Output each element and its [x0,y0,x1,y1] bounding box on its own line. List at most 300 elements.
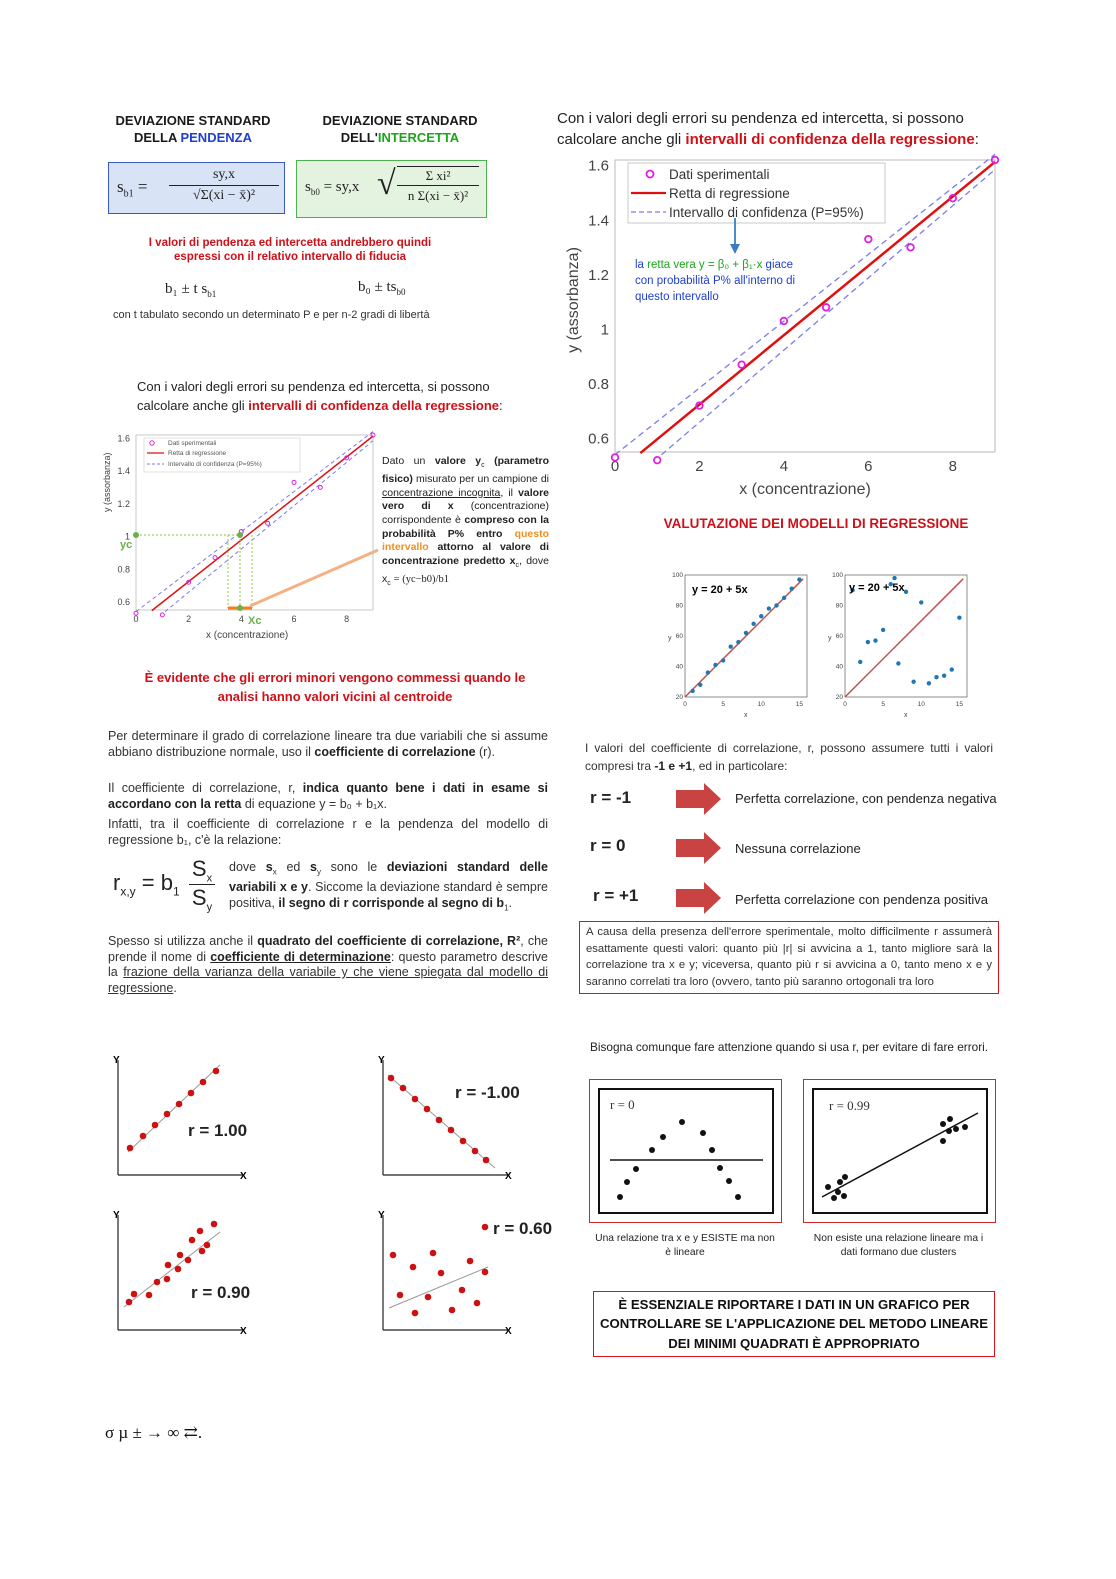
point [842,1174,848,1180]
formula-symbol: r [113,870,121,895]
formula-subscript: x,y [120,884,136,899]
point [425,1294,432,1301]
panel-r-090 [113,1210,250,1337]
x-axis-label: x [904,712,908,719]
text: . [173,980,177,995]
point [140,1133,147,1140]
fiducia-note [120,236,460,264]
x-tick-label: 0 [683,701,687,708]
data-point [744,631,748,635]
point [199,1248,206,1255]
ci-text-left [137,377,557,415]
point [459,1287,466,1294]
formula-numerator: sy,x [169,167,279,186]
data-point [751,622,755,626]
data-point [654,457,661,464]
legend-label: Dati sperimentali [168,440,217,447]
r2-paragraph [108,934,548,996]
header-line: DELLA [134,130,181,145]
y-tick-label: 1.2 [117,498,130,509]
axis-label: Y [378,1210,385,1221]
point [660,1134,666,1140]
point [204,1242,211,1249]
x-tick-label: 8 [344,614,350,624]
x-tick-label: 2 [695,458,704,475]
true-line-annotation [635,257,835,305]
point [164,1276,171,1283]
data-point [706,670,710,674]
yc-explanation [382,455,549,591]
text: questo intervallo [382,527,549,554]
y-tick-label: 1 [600,321,609,339]
text: , che prende il nome di [108,934,548,964]
caption-line: Non esiste una relazione lineare ma i [813,1233,984,1244]
data-point [698,683,702,687]
point [835,1189,841,1195]
axis-label: Y [113,1210,120,1221]
data-point [858,660,862,664]
data-point [892,576,896,580]
point [940,1138,946,1144]
r-value-description: Nessuna correlazione [735,841,861,856]
point [837,1179,843,1185]
point [717,1165,723,1171]
formula-intercept-box [296,160,487,218]
point [726,1178,732,1184]
formula-symbol: s [117,177,124,196]
data-point [950,667,954,671]
model-equation: y = 20 + 5x [692,584,748,596]
x-axis-label: x [744,712,748,719]
text: misurato per un campione di [415,472,549,485]
yc-marker [133,532,139,538]
x-tick-label: 5 [721,701,725,708]
ci-chart-large [560,150,1005,505]
y-tick-label: 0.6 [117,596,130,607]
point [953,1126,959,1132]
formula-subscript: y [206,901,213,914]
data-point [873,638,877,642]
fiducia-line: espressi con il relativo intervallo di fiducia [174,251,406,263]
data-point [759,614,763,618]
r-value-description: Perfetta correlazione con pendenza positiva [735,892,988,907]
header-keyword: PENDENZA [180,130,252,145]
header-line: DEVIAZIONE STANDARD [115,113,271,128]
x-tick-label: 0 [610,458,620,475]
data-point [767,606,771,610]
text: , ed in particolare: [692,759,788,773]
formula-subscript: 1 [173,884,180,899]
text: attorno al valore di concentrazione predetto x [382,541,549,568]
axis-label: X [240,1171,247,1182]
expr-sub: b0 [396,287,406,297]
data-point [957,616,961,620]
text: I valori del coefficiente di correlazione, r, possono assumere tutti i valori compresi tra [585,741,993,773]
r-scatter-panels [108,1050,558,1350]
formula-symbol: s [305,179,311,195]
x-tick-label: 15 [795,701,803,708]
axis-label: X [505,1326,512,1337]
data-point [736,640,740,644]
expr: b₀ ± ts [358,279,397,295]
arrow-right-icon [676,783,722,815]
ci-line: calcolare anche gli [557,131,686,148]
point [449,1307,456,1314]
point [152,1122,159,1129]
x-tick-label: 6 [864,458,873,475]
data-point [942,673,946,677]
point [175,1266,182,1273]
point [825,1184,831,1190]
r-value-label: r = -1 [590,788,632,807]
text: questo intervallo [635,291,719,303]
x-axis-label: x (concentrazione) [739,481,871,498]
x-tick-label: 10 [757,701,765,708]
header-std-dev-slope [108,112,278,146]
text: Per determinare il grado di correlazione lineare tra due variabili che si assume abbiano distribuzione normale, uso il [108,729,548,759]
point [131,1291,138,1298]
y-tick-label: 1.6 [117,433,130,444]
section-title-valutazione: VALUTAZIONE DEI MODELLI DI REGRESSIONE [663,516,969,531]
formula-slope-box: $s_{b1}$ = $\frac{sy,x}{\text{√Σ(xi − x̄)²}}$ [108,162,285,214]
caption-line: Una relazione tra x e y ESISTE ma non [595,1233,775,1244]
y-tick-label: 1.4 [588,212,609,230]
data-point [774,603,778,607]
y-tick-label: 0.6 [588,430,609,448]
formula-subscript: b0 [310,187,320,197]
text: . Siccome la deviazione standard è sempre positiva, [229,880,548,910]
text: c [515,562,519,570]
ci-line: : [974,131,979,148]
point [700,1130,706,1136]
text: sono le [320,860,387,874]
r-label: r = 1.00 [188,1121,248,1140]
point [946,1128,952,1134]
clusters-example-box [803,1079,996,1223]
point [436,1117,443,1124]
y-tick-label: 40 [675,663,683,671]
caption-line: è lineare [665,1247,705,1258]
point [709,1147,715,1153]
point [165,1262,172,1269]
point [211,1221,218,1228]
formula-symbol: = sy,x [323,179,360,195]
formula-denominator: √Σ(xi − x̄)² [192,188,256,203]
point [735,1194,741,1200]
corr-para-1 [108,729,548,760]
corr-para-3: Infatti, tra il coefficiente di correlazione r e la pendenza del modello di regressione b₁, c'è la relazione: [108,817,548,847]
y-tick-label: 1 [124,531,130,542]
x-tick-label: 8 [948,458,957,475]
final-line: DEI MINIMI QUADRATI È APPROPRIATO [668,1335,920,1351]
text: Dato un [382,455,426,467]
text: -1 e +1 [654,759,693,773]
point [482,1269,489,1276]
point [831,1195,837,1201]
point [617,1194,623,1200]
sqrt-sign: √ [377,165,396,202]
panel-r-060 [378,1210,552,1337]
expr: b₁ ± t s [165,281,208,297]
x-axis-label: x (concentrazione) [206,630,289,641]
data-point [911,680,915,684]
point [397,1292,404,1299]
ci-chart-small [100,425,380,645]
x-tick-label: 2 [186,614,192,624]
x-tick-label: 5 [881,701,885,708]
text: concentrazione incognita [382,486,501,499]
y-tick-label: 1.2 [588,266,609,284]
header-std-dev-intercept [305,112,495,146]
text: la [635,259,648,271]
text: s [310,860,317,874]
formula-numerator: Σ xi² [397,167,479,186]
xc-label: Xc [248,615,262,627]
final-line: È ESSENZIALE RIPORTARE I DATI IN UN GRAFICO PER [618,1297,970,1312]
text: con probabilità P% all'interno di [635,275,796,287]
text: retta vera y = β₀ + β₁·x [647,259,763,271]
point [189,1237,196,1244]
nonlinear-example-box [589,1079,782,1223]
formula-symbol: S [191,856,207,881]
text: il segno di r corrisponde al segno di b [278,895,505,910]
text: : questo parametro descrive la [108,949,548,979]
data-point [721,658,725,662]
r-formula [113,856,223,920]
point [188,1090,195,1097]
r-label: r = -1.00 [455,1083,520,1102]
point [448,1127,455,1134]
y-tick-label: 1.4 [117,466,130,477]
model-equation: y = 20 + 5x [849,582,905,594]
r-label: r = 0.60 [493,1219,553,1238]
r-value-label: r = +1 [593,886,639,905]
point [424,1106,431,1113]
x-tick-label: 0 [843,701,847,708]
point [388,1075,395,1082]
header-line: DEVIAZIONE STANDARD [322,113,478,128]
text: , il [500,486,513,499]
point [127,1145,134,1152]
x-tick-label: 15 [955,701,963,708]
final-line: CONTROLLARE SE L'APPLICAZIONE DEL METODO LINEARE [599,1316,989,1332]
data-point [919,600,923,604]
text: deviazioni standard delle variabili x e y [229,860,548,894]
centroid-line: È evidente che gli errori minori vengono commessi quando le [144,670,526,685]
text: frazione della varianza della variabile y che viene spiegata dal modello di regressione [108,965,548,995]
point [412,1310,419,1317]
point [624,1179,630,1185]
text: compreso con la probabilità P% entro [382,513,550,540]
text: ed [276,860,311,874]
point [400,1085,407,1092]
formula-symbol: S [191,885,207,911]
x-tick-label: 4 [238,614,244,624]
data-point [797,577,801,581]
x-tick-label: 4 [779,458,789,475]
r-formula-description [229,860,548,916]
ci-line: Con i valori degli errori su pendenza ed intercetta, si possono [137,379,490,394]
axis-label: Y [113,1055,120,1066]
text: 1 [504,903,509,912]
point [947,1116,953,1122]
y-tick-label: 20 [835,694,843,701]
arrow-right-icon [676,882,722,914]
text: s [265,860,273,874]
y-tick-label: 60 [835,633,843,640]
r-label: r = 0 [610,1097,635,1112]
y-tick-label: 20 [675,694,683,701]
data-point [934,675,938,679]
legend-label: Intervallo di confidenza (P=95%) [669,205,864,220]
corr-para-2 [108,781,548,812]
point [483,1157,490,1164]
caption-clusters [800,1232,997,1260]
y-tick-label: 1.6 [588,157,609,175]
text: c [387,579,391,587]
panel-r-1 [113,1055,247,1182]
point [438,1270,445,1277]
point [633,1166,639,1172]
text: , [518,555,522,568]
y-axis-label: y (assorbanza) [102,452,112,512]
point [176,1101,183,1108]
slope-interval [165,281,216,299]
y-tick-label: 100 [832,572,843,579]
point [410,1264,417,1271]
ci-line: : [499,398,503,413]
text: (r). [475,744,495,759]
formula-symbol: = b [141,870,173,895]
ci-keyword: intervalli di confidenza della regressione [685,131,975,148]
model-plot-linear [668,566,818,721]
text: indica quanto bene i dati in esame si accordano con la retta [108,781,548,811]
t-note: con t tabulato secondo un determinato P e per n-2 gradi di libertà [113,309,430,321]
ci-line: Con i valori degli errori su pendenza ed intercetta, si possono [557,110,964,127]
y-tick-label: 60 [675,633,683,640]
y-tick-label: 80 [835,602,843,610]
ci-line: calcolare anche gli [137,398,249,413]
fiducia-line: I valori di pendenza ed intercetta andrebbero quindi [148,237,432,249]
ci-text-right [557,108,1007,150]
centroid-note [120,668,550,706]
model-plot-scattered [828,566,978,721]
y-axis-label: y (assorbanza) [565,247,582,353]
legend-label: Retta di regressione [669,186,790,201]
data-point [927,681,931,685]
y-axis-label: y [668,635,672,642]
data-point [782,596,786,600]
point [164,1111,171,1118]
centroid-line: analisi hanno valori vicini al centroide [217,689,453,704]
data-point [690,689,694,693]
panel-r-minus-1 [378,1055,520,1182]
r-value-description: Perfetta correlazione, con pendenza negativa [735,791,997,806]
data-point [866,640,870,644]
y-tick-label: 0.8 [117,564,130,575]
x-tick-label: 10 [917,701,925,708]
experimental-error-box: A causa della presenza dell'errore sperimentale, molto difficilmente r assumerà esattamente questi valori: quanto più |r| si avvicina a 1, tanto migliore sarà la correlazione tra x e y; viceversa, quanto più r si avvicina a 0, tanto meno x e y saranno correlati tra loro (ovvero, tanto più saranno ortogonali tra loro [579,921,999,994]
point [430,1250,437,1257]
point [412,1096,419,1103]
axis-label: X [505,1171,512,1182]
point [177,1252,184,1259]
point [467,1258,474,1265]
header-keyword: INTERCETTA [377,130,460,145]
text: di equazione y = b₀ + b₁x. [241,796,387,811]
data-point [896,661,900,665]
r-range-intro [585,739,993,775]
data-point [881,628,885,632]
point [197,1228,204,1235]
intersection-marker [237,532,243,538]
point [213,1068,220,1075]
data-point [713,663,717,667]
y-axis-label: y [828,635,832,642]
point [474,1300,481,1307]
point [126,1299,133,1306]
text: c [481,462,485,470]
text: (concentrazione) corrispondente è [382,500,550,526]
r-label: r = 0.99 [829,1098,870,1113]
yc-label: yc [120,539,133,551]
caption-nonlinear [589,1232,781,1260]
text: dove x [382,555,549,585]
caption-line: dati formano due clusters [840,1247,957,1258]
text: quadrato del coefficiente di correlazione, R² [257,934,521,948]
x-tick-label: 0 [133,614,139,624]
point [154,1279,161,1286]
text: (parametro fisico) [382,455,549,485]
xc-marker [237,605,243,611]
y-tick-label: 80 [675,602,683,610]
text: giace [762,259,794,271]
text: Il coefficiente di correlazione, r, [108,781,303,795]
y-tick-label: 40 [835,663,843,671]
point [940,1121,946,1127]
expr-sub: b1 [207,289,217,299]
x-tick-label: 6 [291,614,297,624]
y-tick-label: 100 [672,572,683,579]
text: . [508,895,513,910]
text: dove [229,860,266,874]
point [146,1292,153,1299]
text: coefficiente di correlazione [314,744,476,759]
formula-denominator: n Σ(xi − x̄)² [407,188,469,203]
arrow-right-icon [676,832,722,864]
header-line: DELL' [340,130,378,145]
footer-symbols: σ µ ± → ∞ ⇄. [105,1423,203,1442]
intercept-interval [358,279,405,297]
point [841,1193,847,1199]
text: coefficiente di determinazione [210,949,391,964]
axis-label: X [240,1326,247,1337]
text: valore vero di x [382,486,549,513]
legend-label: Intervallo di confidenza (P=95%) [168,461,262,468]
text: = (yc−b0)/b1 [393,573,449,585]
point [390,1252,397,1259]
final-warning-box [593,1291,995,1357]
point [200,1079,207,1086]
r-label: r = 0.90 [191,1283,251,1302]
point [962,1124,968,1130]
text: x [272,867,277,877]
r-value-label: r = 0 [590,836,626,855]
legend-label: Dati sperimentali [669,167,770,182]
point [185,1257,192,1264]
axis-label: Y [378,1055,385,1066]
caution-note: Bisogna comunque fare attenzione quando si usa r, per evitare di fare errori. [590,1040,989,1054]
